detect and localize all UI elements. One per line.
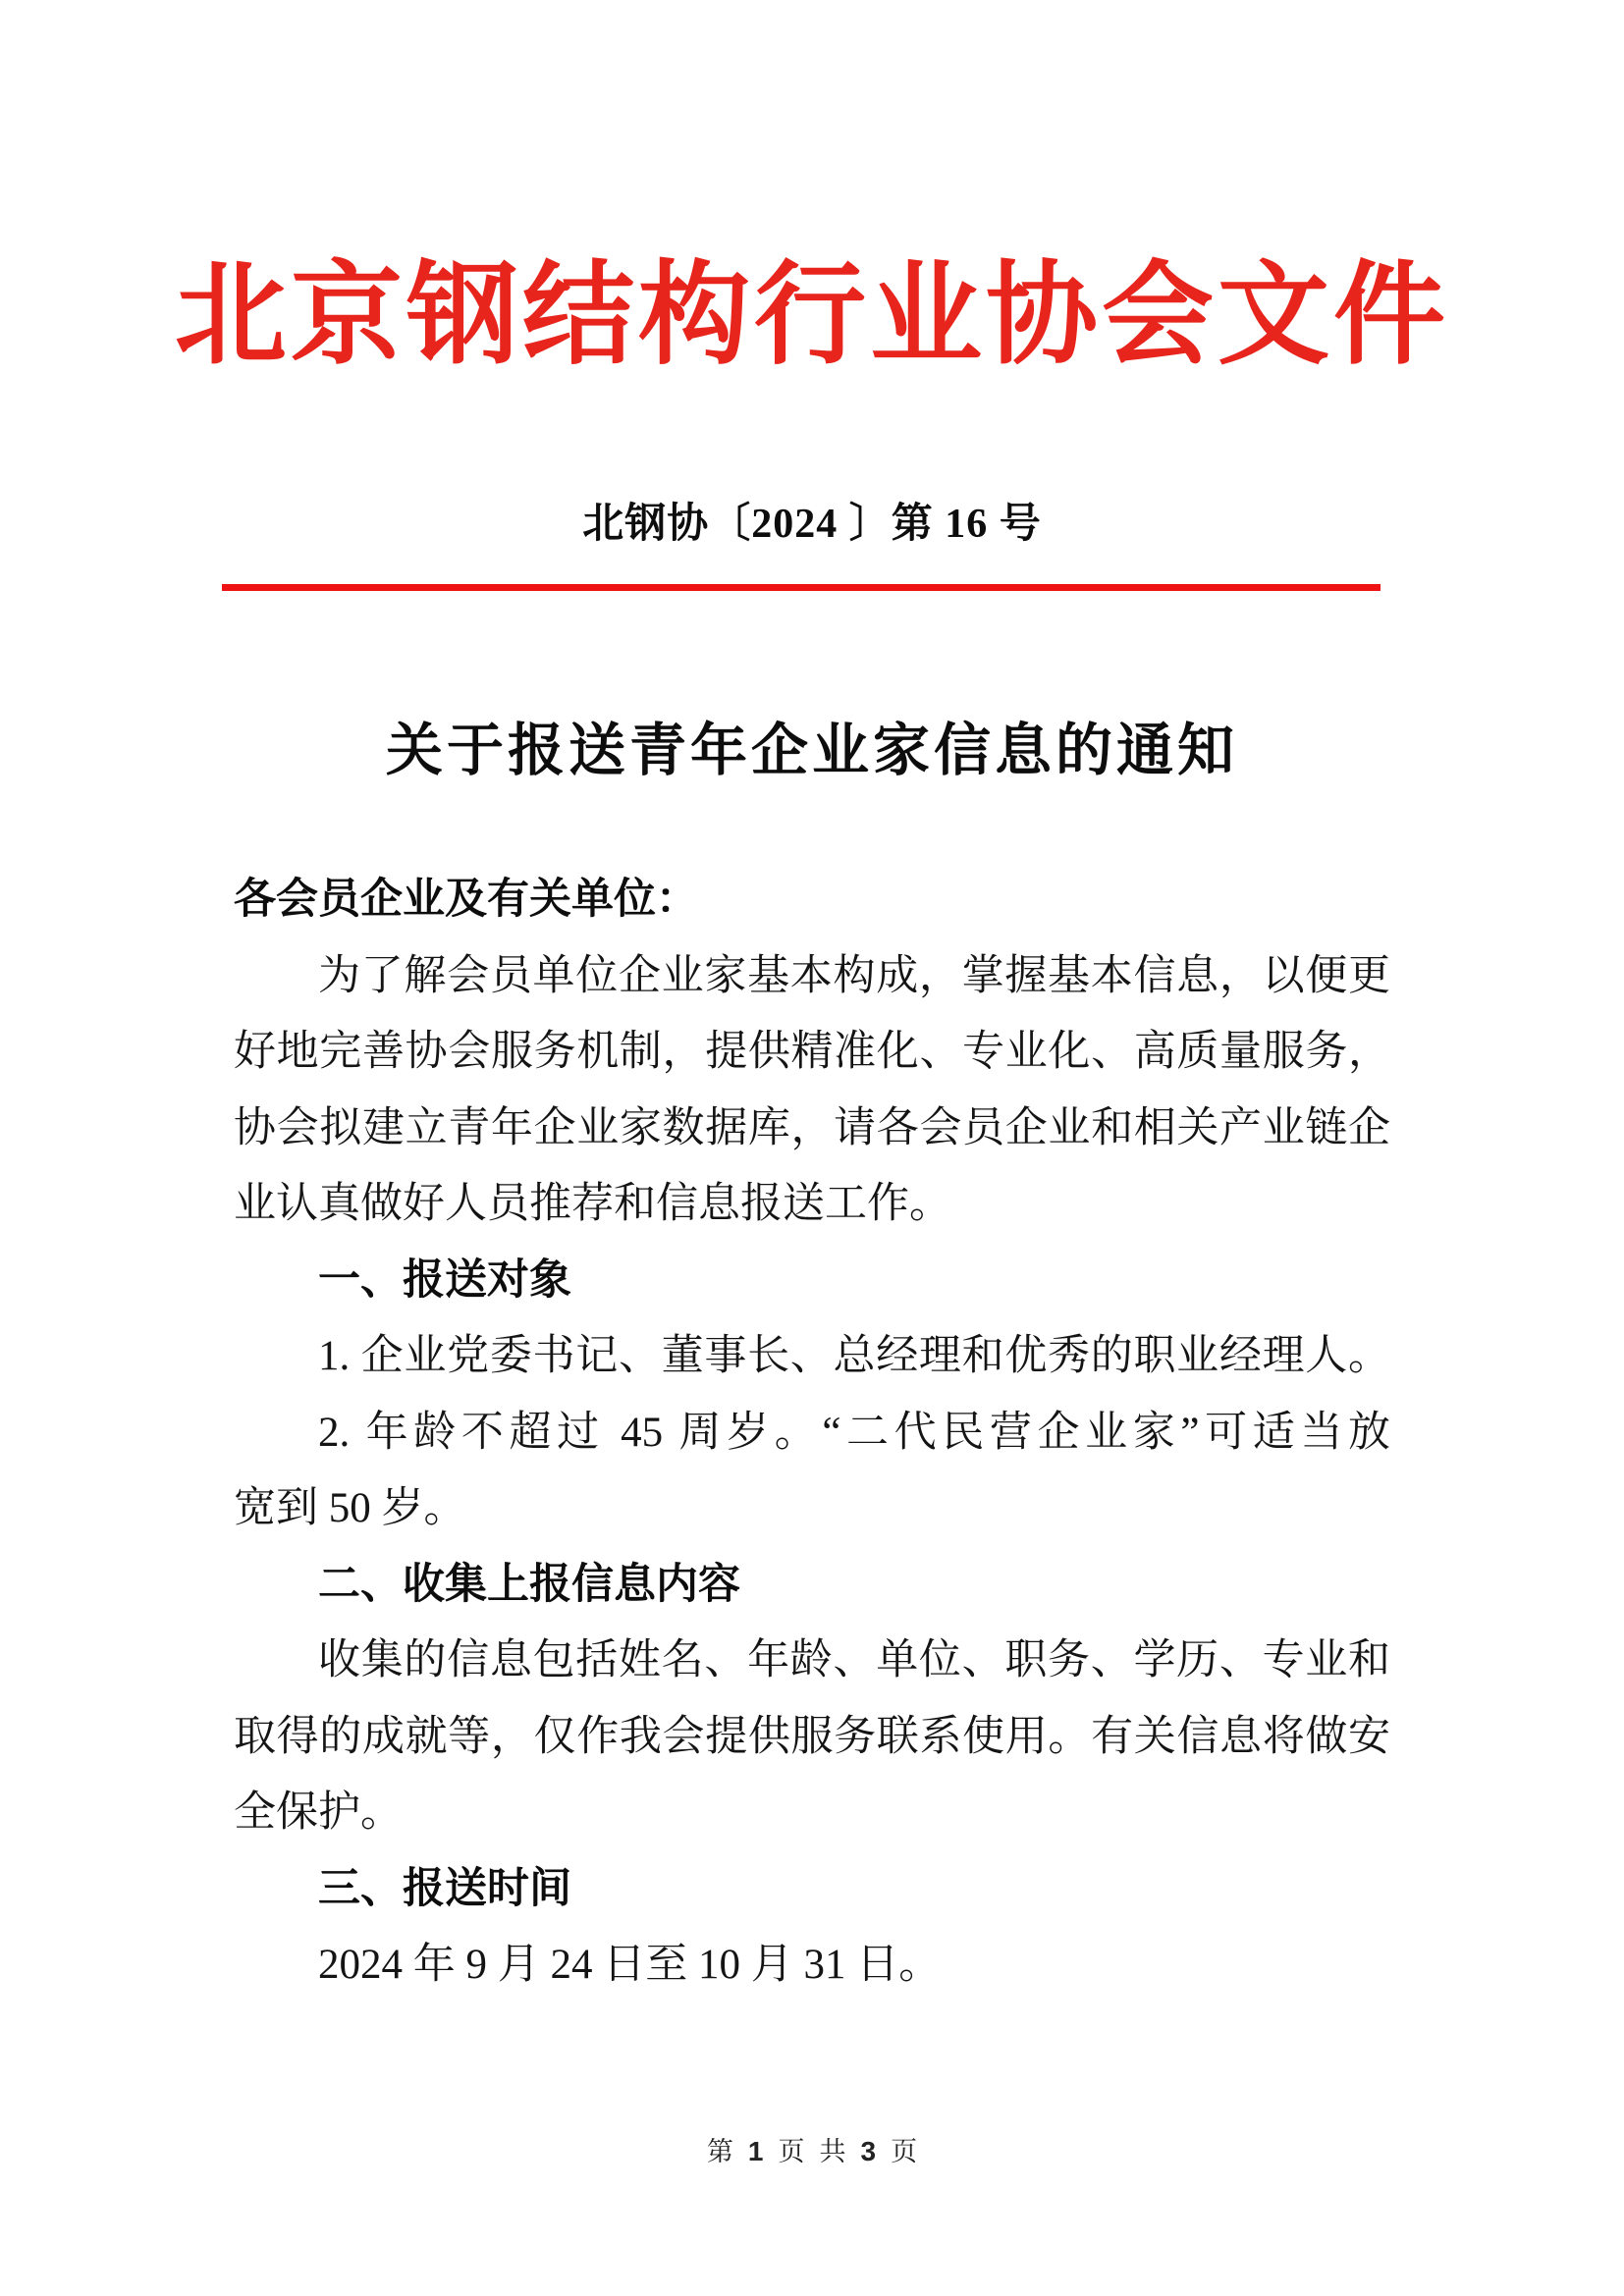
section-heading: 二、收集上报信息内容 <box>318 1560 740 1608</box>
org-header-title: 北京钢结构行业协会文件 <box>174 253 1449 378</box>
body-line: 全保护。 <box>234 1789 403 1836</box>
footer-label: 页 <box>891 2137 918 2166</box>
body-line: 宽到 50 岁。 <box>234 1485 466 1531</box>
body-line: 协会拟建立青年企业家数据库，请各会员企业和相关产业链企 <box>234 1104 1390 1151</box>
body-line: 各会员企业及有关单位： <box>234 876 698 923</box>
section-heading: 三、报送时间 <box>318 1864 571 1912</box>
body-line: 为了解会员单位企业家基本构成，掌握基本信息，以便更 <box>318 952 1390 999</box>
body-line: 收集的信息包括姓名、年龄、单位、职务、学历、专业和 <box>318 1637 1390 1683</box>
section-heading: 一、报送对象 <box>318 1255 571 1304</box>
current-page-number: 1 <box>747 2136 764 2166</box>
page-footer <box>0 2132 1624 2171</box>
body-line: 好地完善协会服务机制，提供精准化、专业化、高质量服务， <box>234 1029 1390 1075</box>
body-line: 业认真做好人员推荐和信息报送工作。 <box>234 1181 951 1227</box>
body-line: 2. 年龄不超过 45 周岁。“二代民营企业家”可适当放 <box>318 1409 1390 1456</box>
body-line: 1. 企业党委书记、董事长、总经理和优秀的职业经理人。 <box>318 1333 1390 1379</box>
document-number: 北钢协〔2024 〕第 16 号 <box>582 502 1042 547</box>
footer-label: 第 <box>706 2137 733 2166</box>
total-page-number: 3 <box>860 2136 877 2166</box>
footer-label: 共 <box>819 2137 846 2166</box>
document-title: 关于报送青年企业家信息的通知 <box>385 719 1238 782</box>
body-line: 取得的成就等，仅作我会提供服务联系使用。有关信息将做安 <box>234 1713 1390 1760</box>
red-divider-rule <box>222 584 1380 591</box>
document-body <box>234 862 1390 2003</box>
body-line: 2024 年 9 月 24 日至 10 月 31 日。 <box>318 1942 942 1988</box>
footer-label: 页 <box>778 2137 805 2166</box>
